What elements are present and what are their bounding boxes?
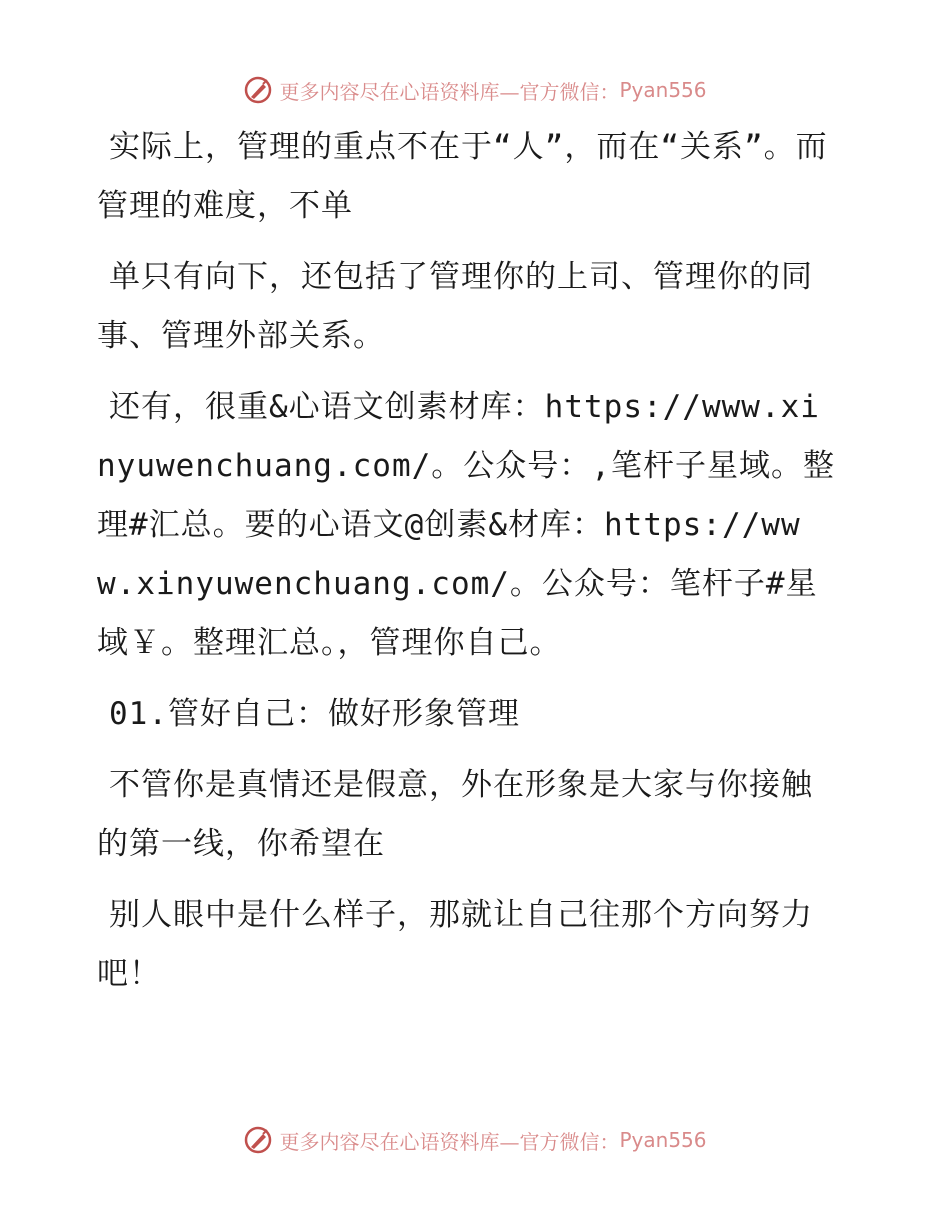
- paragraph-3: 还有，很重&心语文创素材库：https://www.xinyuwenchuang.com/。公众号：,笔杆子星域。整理#汇总。要的心语文@创素&材库：https://www.xinyuwenchuang.com/。公众号：笔杆子#星域￥。整理汇总。，管理你自己。: [97, 389, 835, 661]
- watermark-wechat-id: Pyan556: [619, 78, 707, 102]
- section-heading: 01.管好自己：做好形象管理: [109, 696, 520, 732]
- quill-seal-icon: [243, 75, 273, 105]
- watermark-text: 更多内容尽在心语资料库—官方微信：: [279, 1129, 620, 1154]
- paragraph-4: 不管你是真情还是假意，外在形象是大家与你接触的第一线，你希望在: [97, 767, 813, 862]
- header-watermark: [0, 70, 950, 110]
- paragraph-1: 实际上，管理的重点不在于“人”，而在“关系”。而管理的难度，不单: [97, 129, 828, 224]
- watermark-text: 更多内容尽在心语资料库—官方微信：: [279, 79, 620, 104]
- paragraph-5: 别人眼中是什么样子，那就让自己往那个方向努力吧！: [97, 897, 813, 992]
- footer-watermark: [0, 1120, 950, 1160]
- paragraph-2: 单只有向下，还包括了管理你的上司、管理你的同事、管理外部关系。: [97, 259, 813, 354]
- document-body: [97, 118, 837, 1016]
- quill-seal-icon: [243, 1125, 273, 1155]
- watermark-wechat-id: Pyan556: [619, 1128, 707, 1152]
